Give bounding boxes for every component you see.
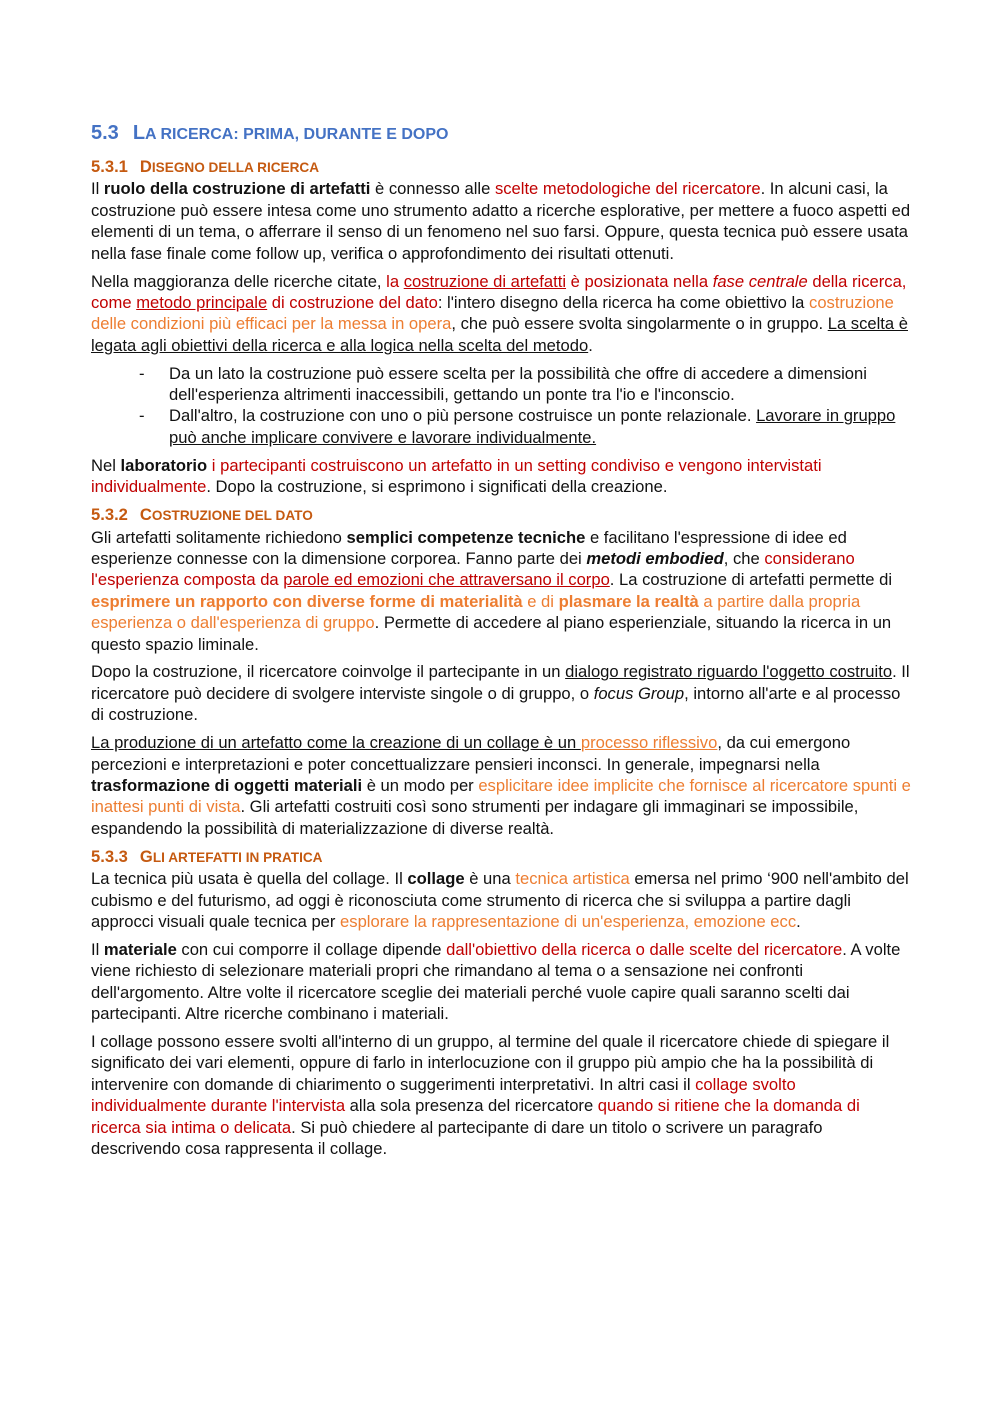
section-number: 5.3 xyxy=(91,122,119,144)
document-page xyxy=(91,120,911,1166)
paragraph: Nel laboratorio i partecipanti costruiscono un artefatto in un setting condiviso e vengono intervistati individualmente. Dopo la costruzione, si esprimono i significati della creazione. xyxy=(91,455,822,497)
list-item: - Dall'altro, la costruzione con uno o più persone costruisce un ponte relazionale. Lavorare in gruppo può anche implicare convivere e lavorare individualmente. xyxy=(169,405,911,448)
list-item: - Da un lato la costruzione può essere scelta per la possibilità che offre di accedere a dimensioni dell'esperienza altrimenti inaccessibili, gettando un ponte tra l'io e l'inconscio. xyxy=(169,363,911,406)
bullet-list xyxy=(91,363,911,449)
subsection-heading-532: 5.3.2 COSTRUZIONE DEL DATO xyxy=(91,505,313,525)
section-heading: 5.3 LA RICERCA: PRIMA, DURANTE E DOPO xyxy=(91,122,449,144)
paragraph: Il ruolo della costruzione di artefatti è connesso alle scelte metodologiche del ricercatore. In alcuni casi, la costruzione può essere intesa come uno strumento adatto a ricerche esplorative, per mettere a fuoco aspetti ed elementi di un tema, o afferrare il senso di un fenomeno nel suo farsi. Oppure, questa tecnica può essere usata nella fase finale come follow up, verifica o approfondimento dei risultati ottenuti. xyxy=(91,179,911,263)
paragraph: I collage possono essere svolti all'interno di un gruppo, al termine del quale il ricercatore chiede di spiegare il significato dei vari elementi, oppure di farlo in interlocuzione con il gruppo più ampio che ha la possibilità di intervenire con domande di chiarimento o suggerimenti interpretativi. In altri casi il collage svolto individualmente durante l'intervista alla sola presenza del ricercatore quando si ritiene che la domanda di ricerca sia intima o delicata. Si può chiedere al partecipante di dare un titolo o scrivere un paragrafo descrivendo cosa rappresenta il collage. xyxy=(91,1031,890,1158)
paragraph: Gli artefatti solitamente richiedono semplici competenze tecniche e facilitano l'espressione di idee ed esperienze connesse con la dimensione corporea. Fanno parte dei metodi embodied, che considerano l'esperienza composta da parole ed emozioni che attraversano il corpo. La costruzione di artefatti permette di esprimere un rapporto con diverse forme di materialità e di plasmare la realtà a partire dalla propria esperienza o dall'esperienza di gruppo. Permette di accedere al piano esperienziale, situando la ricerca in un questo spazio liminale. xyxy=(91,527,893,654)
paragraph: La tecnica più usata è quella del collage. Il collage è una tecnica artistica emersa nel primo ‘900 nell'ambito del cubismo e del futurismo, ad oggi è riconosciuta come strumento di ricerca che si sviluppa a partire dagli approcci visuali quale tecnica per esplorare la rappresentazione di un'esperienza, emozione ecc. xyxy=(91,869,909,931)
paragraph: Il materiale con cui comporre il collage dipende dall'obiettivo della ricerca o dalle scelte del ricercatore. A volte viene richiesto di selezionare materiali propri che rimandano al tema o a sensazione nei confronti dell'argomento. Altre volte il ricercatore sceglie dei materiali perché vuole capire quali saranno scelti dai partecipanti. Altre ricerche combinano i materiali. xyxy=(91,939,901,1024)
paragraph: Nella maggioranza delle ricerche citate, la costruzione di artefatti è posizionata nella fase centrale della ricerca, come metodo principale di costruzione del dato: l'intero disegno della ricerca ha come obiettivo la costruzione delle condizioni più efficaci per la messa in opera, che può essere svolta singolarmente o in gruppo. La scelta è legata agli obiettivi della ricerca e alla logica nella scelta del metodo. xyxy=(91,271,908,355)
subsection-heading-531: 5.3.1 DISEGNO DELLA RICERCA xyxy=(91,157,320,176)
paragraph: La produzione di un artefatto come la creazione di un collage è un processo riflessivo, da cui emergono percezioni e interpretazioni e poter concettualizzare pensieri inconsci. In generale, impegnarsi nella trasformazione di oggetti materiali è un modo per esplicitare idee implicite che fornisce al ricercatore spunti e inattesi punti di vista. Gli artefatti costruiti così sono strumenti per indagare gli immaginari se impossibile, espandendo la possibilità di materializzazione di diverse realtà. xyxy=(91,733,911,838)
paragraph: Dopo la costruzione, il ricercatore coinvolge il partecipante in un dialogo registrato riguardo l'oggetto costruito. Il ricercatore può decidere di svolgere interviste singole o di gruppo, o focus Group, intorno all'arte e al processo di costruzione. xyxy=(91,662,910,725)
subsection-heading-533: 5.3.3 GLI ARTEFATTI IN PRATICA xyxy=(91,846,323,866)
